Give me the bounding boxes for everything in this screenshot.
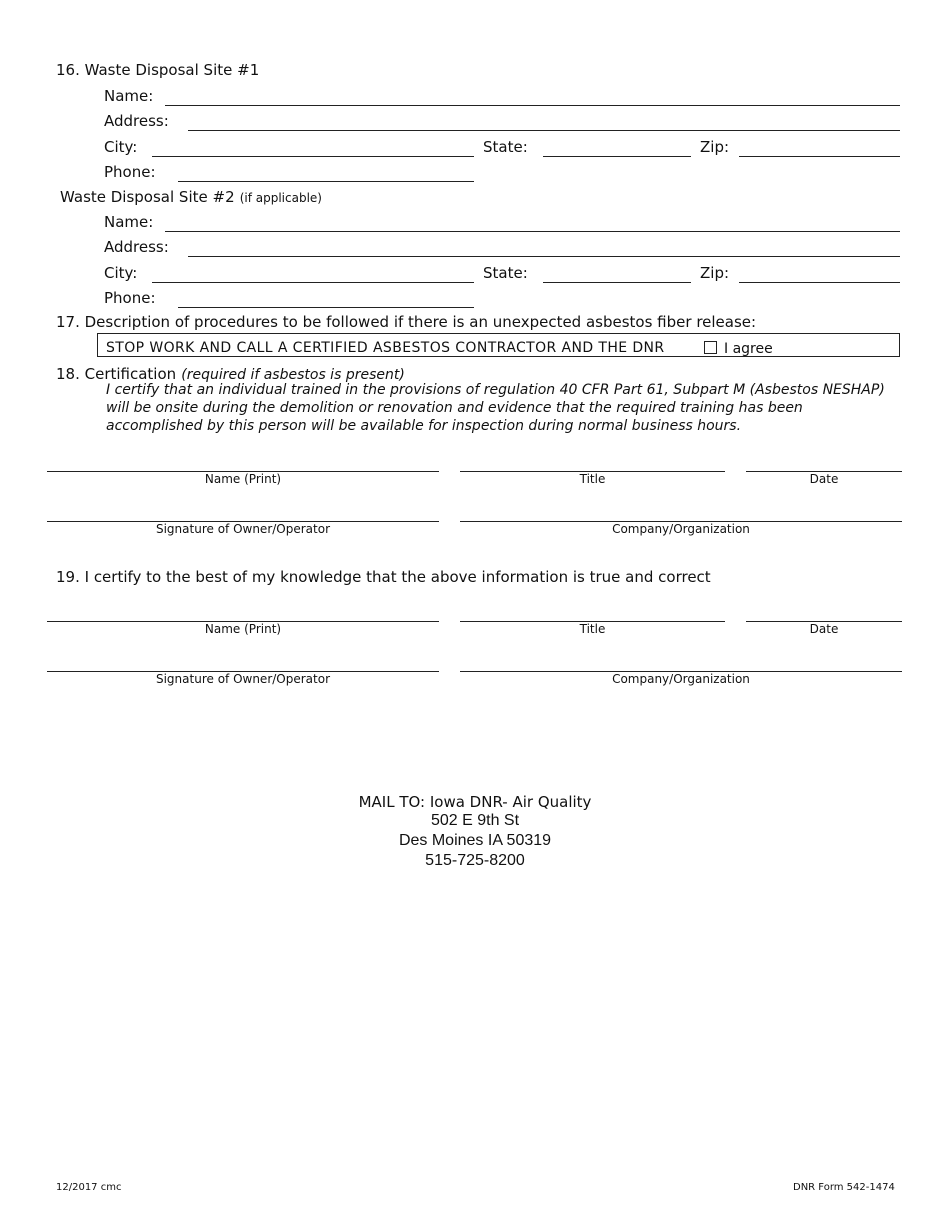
- mail-city: Des Moines IA 50319: [398, 832, 552, 849]
- site2-state-label: State:: [483, 264, 528, 282]
- site2-city-field[interactable]: [152, 282, 474, 283]
- site2-address-field[interactable]: [188, 256, 900, 257]
- s19-company-caption: Company/Organization: [612, 672, 750, 686]
- mail-phone: 515-725-8200: [425, 852, 525, 869]
- site1-state-label: State:: [483, 138, 528, 156]
- section-19-title: 19. I certify to the best of my knowledge that the above information is true and correct: [56, 568, 711, 586]
- site1-phone-field[interactable]: [178, 181, 474, 182]
- section-16-title: 16. Waste Disposal Site #1: [56, 61, 260, 79]
- agree-label: I agree: [724, 341, 773, 357]
- site2-city-label: City:: [104, 264, 138, 282]
- s18-company-caption: Company/Organization: [612, 522, 750, 536]
- site1-address-field[interactable]: [188, 130, 900, 131]
- site2-zip-field[interactable]: [739, 282, 900, 283]
- site1-name-label: Name:: [104, 87, 154, 105]
- section-18-title: 18. Certification: [56, 365, 177, 383]
- section-17-title: 17. Description of procedures to be followed if there is an unexpected asbestos fiber release:: [56, 313, 757, 331]
- s19-date-caption: Date: [809, 622, 839, 636]
- site1-state-field[interactable]: [543, 156, 691, 157]
- site1-zip-field[interactable]: [739, 156, 900, 157]
- s19-signature-caption: Signature of Owner/Operator: [155, 672, 331, 686]
- s18-signature-caption: Signature of Owner/Operator: [155, 522, 331, 536]
- s19-title-caption: Title: [579, 622, 606, 636]
- mail-to-line: MAIL TO: Iowa DNR- Air Quality: [358, 793, 592, 811]
- site1-phone-label: Phone:: [104, 163, 156, 181]
- site1-name-field[interactable]: [165, 105, 900, 106]
- site2-state-field[interactable]: [543, 282, 691, 283]
- agree-checkbox[interactable]: [704, 341, 717, 354]
- site1-zip-label: Zip:: [700, 138, 730, 156]
- footer-revision: 12/2017 cmc: [56, 1182, 122, 1193]
- site2-zip-label: Zip:: [700, 264, 730, 282]
- site2-address-label: Address:: [104, 238, 169, 256]
- site2-title: Waste Disposal Site #2: [60, 188, 235, 206]
- section-18-title-note: (required if asbestos is present): [181, 367, 405, 383]
- certification-text: I certify that an individual trained in the provisions of regulation 40 CFR Part 61, Subpart M (Asbestos NESHAP) will be onsite during the demolition or renovation and evidence that the required training has been accomplished by this person will be available for inspection during normal business hours.: [106, 382, 885, 434]
- mail-street: 502 E 9th St: [430, 812, 520, 829]
- site2-title-row: [60, 187, 322, 206]
- site1-city-label: City:: [104, 138, 138, 156]
- site2-phone-field[interactable]: [178, 307, 474, 308]
- s19-name-print-caption: Name (Print): [204, 622, 282, 636]
- s18-name-print-caption: Name (Print): [204, 472, 282, 486]
- site2-phone-label: Phone:: [104, 289, 156, 307]
- site1-city-field[interactable]: [152, 156, 474, 157]
- site2-title-note: (if applicable): [239, 191, 322, 205]
- procedure-statement: STOP WORK AND CALL A CERTIFIED ASBESTOS CONTRACTOR AND THE DNR: [106, 340, 665, 356]
- site2-name-label: Name:: [104, 213, 154, 231]
- site2-name-field[interactable]: [165, 231, 900, 232]
- site1-address-label: Address:: [104, 112, 169, 130]
- s18-title-caption: Title: [579, 472, 606, 486]
- footer-form-number: DNR Form 542-1474: [793, 1182, 895, 1193]
- s18-date-caption: Date: [809, 472, 839, 486]
